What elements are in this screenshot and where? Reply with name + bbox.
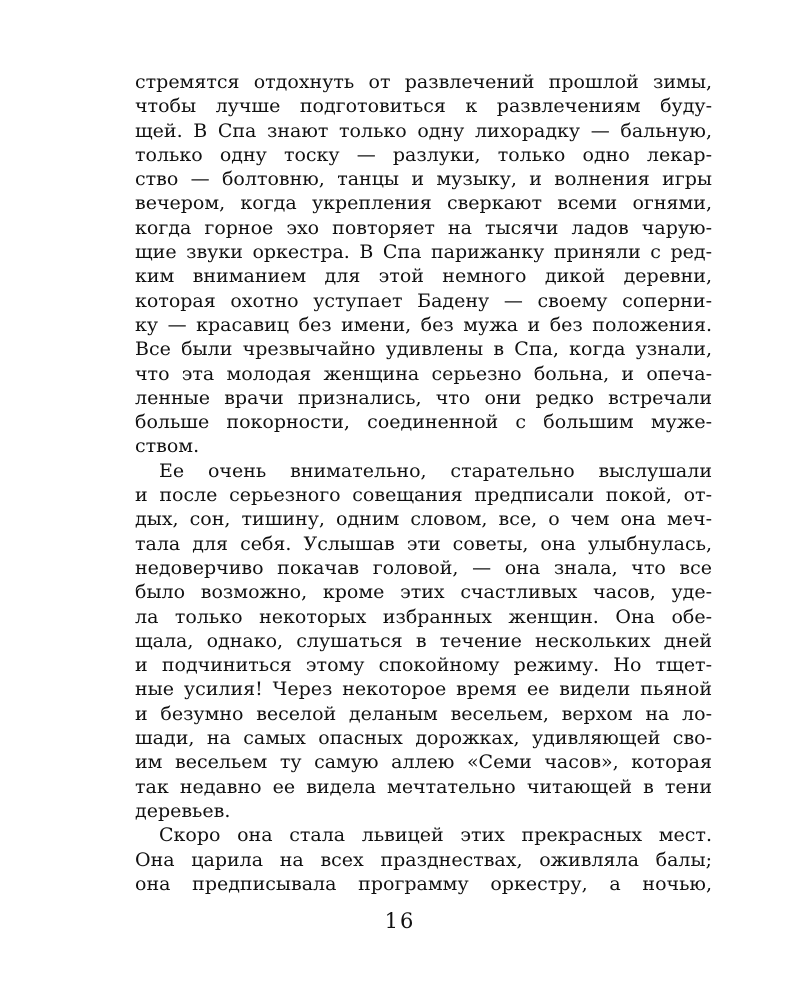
text-line: щей. В Спа знают только одну лихорадку — бальную,: [135, 119, 712, 142]
text-line: и безумно веселой деланым весельем, верхом на ло-: [135, 702, 712, 725]
text-line: ла только некоторых избранных женщин. Она обе-: [135, 605, 712, 628]
text-line: недоверчиво покачав головой, — она знала, что все: [135, 556, 712, 579]
text-line: только одну тоску — разлуки, только одно лекар-: [135, 143, 712, 166]
text-line: так недавно ее видела мечтательно читающей в тени: [135, 775, 712, 798]
text-line: ким вниманием для этой немного дикой деревни,: [135, 265, 712, 288]
text-line: и после серьезного совещания предписали покой, от-: [135, 484, 712, 507]
text-line: щала, однако, слушаться в течение нескольких дней: [135, 629, 712, 652]
text-line: которая охотно уступает Бадену — своему соперни-: [135, 289, 712, 312]
text-line: шади, на самых опасных дорожках, удивляющей сво-: [135, 727, 712, 750]
text-line: чтобы лучше подготовиться к развлечениям буду-: [135, 95, 712, 118]
text-line: тала для себя. Услышав эти советы, она улыбнулась,: [135, 532, 712, 555]
text-line: ные усилия! Через некоторое время ее видели пьяной: [135, 678, 712, 701]
paragraph-3: [135, 823, 712, 896]
text-line: ленные врачи признались, что они редко встречали: [135, 386, 712, 409]
text-line: когда горное эхо повторяет на тысячи ладов чарую-: [135, 216, 712, 239]
text-line: ством.: [135, 435, 200, 458]
text-line: она предписывала программу оркестру, а ночью,: [135, 872, 712, 895]
text-line: и подчиниться этому спокойному режиму. Но тщет-: [135, 654, 712, 677]
text-line: дых, сон, тишину, одним словом, все, о чем она меч-: [135, 508, 712, 531]
text-line: деревьев.: [135, 799, 231, 822]
text-line: больше покорности, соединенной с большим муже-: [135, 411, 712, 434]
page-number: 16: [384, 909, 416, 933]
text-line: ку — красавиц без имени, без мужа и без положения.: [135, 313, 712, 336]
paragraph-2: [135, 459, 712, 823]
paragraph-1: [135, 70, 712, 459]
body-text: [135, 70, 712, 896]
text-line: Ее очень внимательно, старательно выслушали: [159, 459, 712, 482]
text-line: ство — болтовню, танцы и музыку, и волнения игры: [135, 168, 712, 191]
text-line: Все были чрезвычайно удивлены в Спа, когда узнали,: [135, 338, 712, 361]
text-line: им весельем ту самую аллею «Семи часов», которая: [135, 751, 712, 774]
text-line: Она царила на всех празднествах, оживляла балы;: [135, 848, 712, 871]
text-line: стремятся отдохнуть от развлечений прошлой зимы,: [135, 71, 712, 93]
text-line: Скоро она стала львицей этих прекрасных мест.: [159, 824, 712, 847]
text-line: было возможно, кроме этих счастливых часов, уде-: [135, 581, 712, 604]
text-line: щие звуки оркестра. В Спа парижанку приняли с ред-: [135, 241, 712, 264]
text-line: вечером, когда укрепления сверкают всеми огнями,: [135, 192, 712, 215]
text-line: что эта молодая женщина серьезно больна, и опеча-: [135, 362, 712, 385]
